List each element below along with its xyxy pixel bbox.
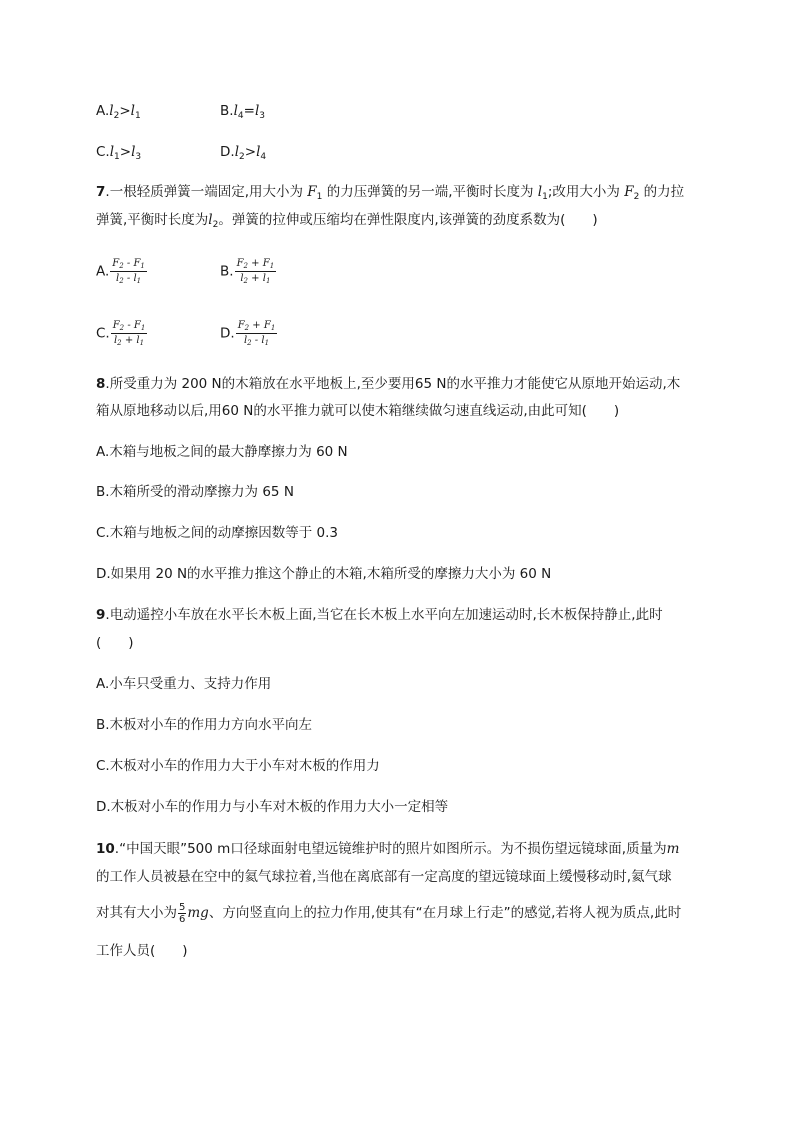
q7-option-a: A. $\frac{F_2 - F_1}{l_2 - l_1}$ — [96, 258, 145, 285]
q7-option-c: C. $\frac{F_2 - F_1}{l_2 + l_1}$ — [96, 320, 146, 347]
q9-stem-line-1: 9.电动遥控小车放在水平长木板上面,当它在长木板上水平向左加速运动时,长木板保持静止,此时 — [96, 607, 663, 623]
q9-option-d: D.木板对小车的作用力与小车对木板的作用力大小一定相等 — [96, 799, 449, 815]
q9-option-c: C.木板对小车的作用力大于小车对木板的作用力 — [96, 758, 380, 774]
q6-option-d: $D.l_2>l_4$ — [220, 144, 267, 162]
fraction: $\frac{F_2 - F_1}{l_2 + l_1}$ — [112, 320, 146, 347]
question-number: 7 — [96, 184, 106, 200]
q8-stem-line-1: 8.所受重力为 200 N的木箱放在水平地板上,至少要用65 N的水平推力才能使它从原地开始运动,木 — [96, 376, 681, 392]
question-number: 10 — [96, 841, 115, 857]
q8-option-c: C.木箱与地板之间的动摩擦因数等于 0.3 — [96, 525, 338, 541]
q8-option-d: D.如果用 20 N的水平推力推这个静止的木箱,木箱所受的摩擦力大小为 60 N — [96, 566, 552, 582]
q7-option-b: B. $\frac{F_2 + F_1}{l_2 + l_1}$ — [220, 258, 275, 285]
fraction: $\frac{F_2 - F_1}{l_2 - l_1}$ — [112, 258, 145, 285]
fraction: $\frac{5}{6}$ — [179, 901, 186, 925]
q9-stem-line-2: ( ) — [96, 635, 134, 651]
question-number: 9 — [96, 607, 106, 623]
question-number: 8 — [96, 376, 106, 392]
q7-stem-line-1: 7.一根轻质弹簧一端固定,用大小为 $F_1$ 的力压弹簧的另一端,平衡时长度为 $l_1$;改用大小为 $F_2$ 的力拉 — [96, 184, 685, 202]
q8-stem-line-2: 箱从原地移动以后,用60 N的水平推力就可以使木箱继续做匀速直线运动,由此可知( ) — [96, 403, 620, 419]
q7-stem-line-2: 弹簧,平衡时长度为$l_2$。弹簧的拉伸或压缩均在弹性限度内,该弹簧的劲度系数为( ) — [96, 212, 598, 230]
fraction: $\frac{F_2 + F_1}{l_2 - l_1}$ — [237, 320, 276, 347]
fraction: $\frac{F_2 + F_1}{l_2 + l_1}$ — [236, 258, 275, 285]
q10-stem-line-3: 对其有大小为 $\frac{5}{6}$ mg、方向竖直向上的拉力作用,使其有“在月球上行走”的感觉,若将人视为质点,此时 — [96, 901, 682, 925]
q10-stem-line-4: 工作人员( ) — [96, 943, 188, 959]
q8-option-a: A.木箱与地板之间的最大静摩擦力为 60 N — [96, 444, 348, 460]
q9-option-a: A.小车只受重力、支持力作用 — [96, 676, 272, 692]
q9-option-b: B.木板对小车的作用力方向水平向左 — [96, 717, 313, 733]
q6-option-b: $B.l_4=l_3$ — [220, 103, 265, 121]
q10-stem-line-1: 10.“中国天眼”500 m口径球面射电望远镜维护时的照片如图所示。为不损伤望远镜球面,质量为m — [96, 841, 680, 857]
q7-option-d: D. $\frac{F_2 + F_1}{l_2 - l_1}$ — [220, 320, 276, 347]
q6-option-a: $A.l_2>l_1$ — [96, 103, 141, 121]
q6-option-c: $C.l_1>l_3$ — [96, 144, 142, 162]
q8-option-b: B.木箱所受的滑动摩擦力为 65 N — [96, 484, 294, 500]
q10-stem-line-2: 的工作人员被悬在空中的氦气球拉着,当他在离底部有一定高度的望远镜球面上缓慢移动时,氦气球 — [96, 869, 672, 885]
